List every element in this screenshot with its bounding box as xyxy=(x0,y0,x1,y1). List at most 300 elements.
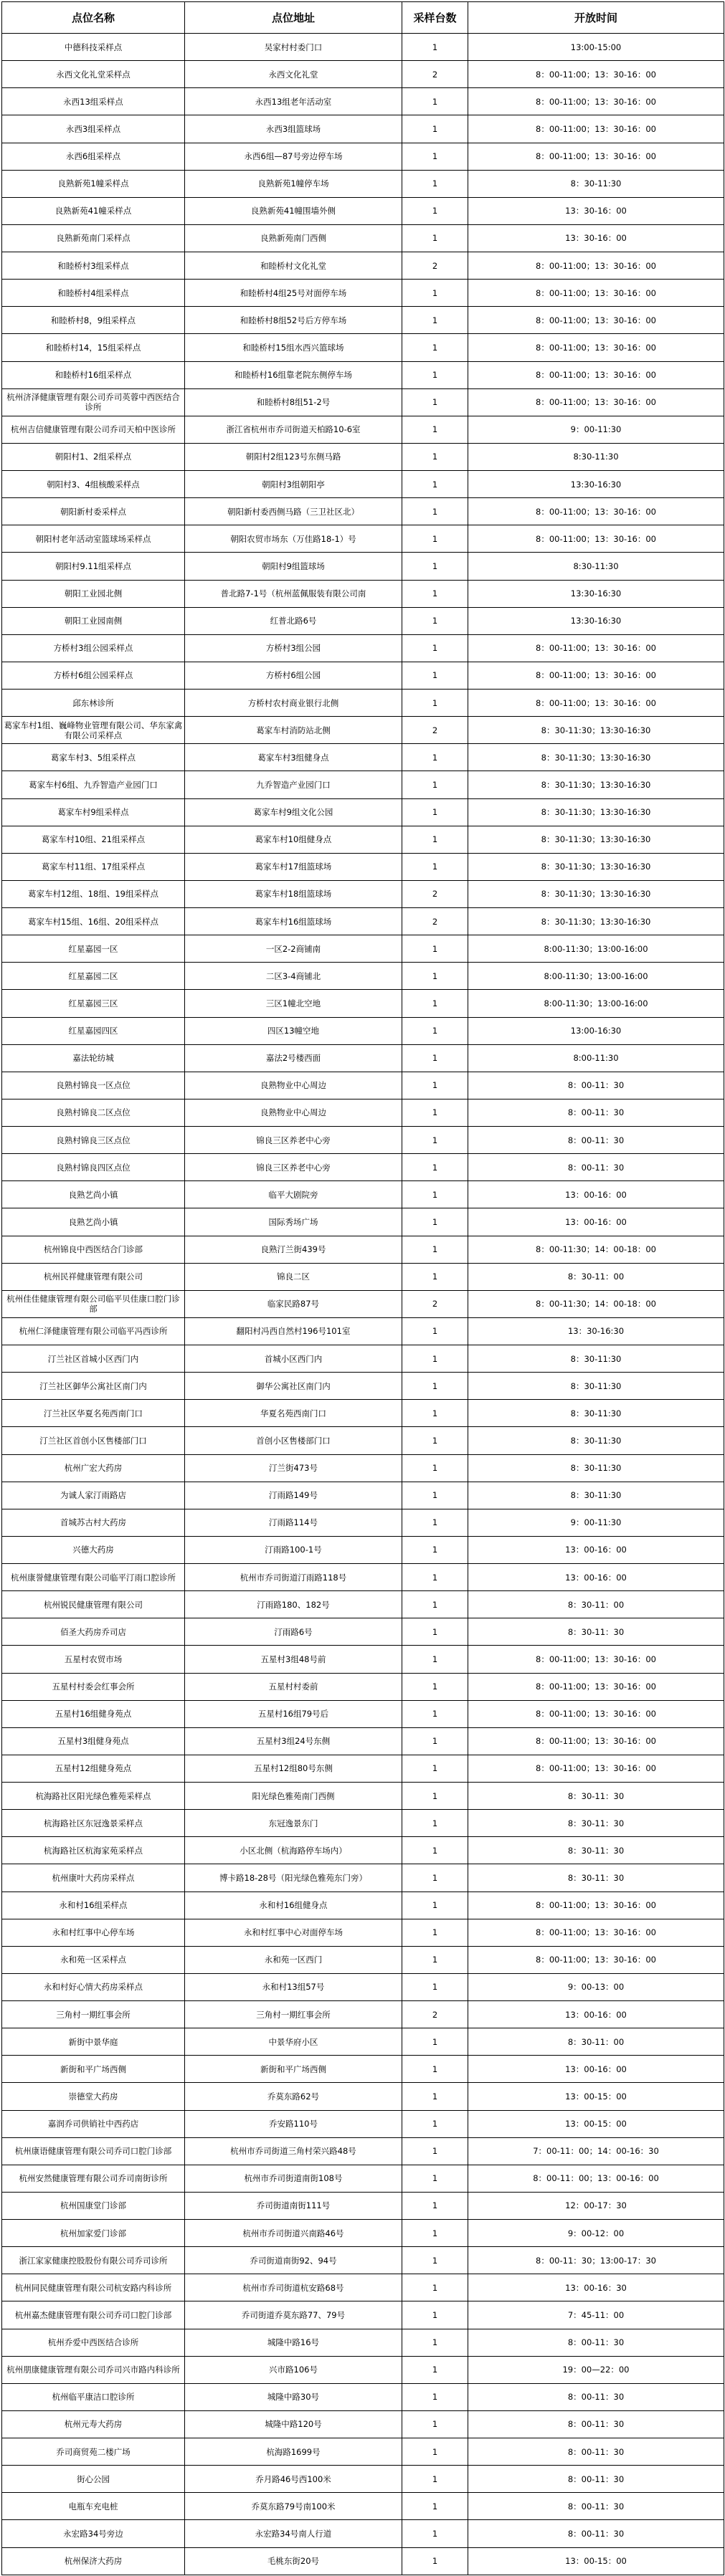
header-sampler-count: 采样台数 xyxy=(402,2,468,34)
cell-site-name: 和睦桥村3组采样点 xyxy=(2,252,185,280)
cell-site-address: 葛家车村9组文化公园 xyxy=(185,798,402,826)
table-row xyxy=(2,744,724,771)
cell-site-name: 浙江家家健康控股股份有限公司乔司诊所 xyxy=(2,2247,185,2274)
cell-sampler-count: 1 xyxy=(402,2165,468,2192)
cell-site-name: 红星嘉园三区 xyxy=(2,990,185,1017)
table-row xyxy=(2,1783,724,1810)
table-row xyxy=(2,1646,724,1673)
table-row xyxy=(2,1618,724,1646)
cell-sampler-count: 1 xyxy=(402,1591,468,1618)
table-row xyxy=(2,361,724,388)
cell-open-hours: 9：00-11:30 xyxy=(468,1509,724,1536)
cell-open-hours: 13：00-16：00 xyxy=(468,1536,724,1563)
table-row xyxy=(2,2301,724,2329)
cell-site-address: 九乔智造产业园门口 xyxy=(185,771,402,798)
cell-open-hours: 8：00-11:00；13：30-16：00 xyxy=(468,115,724,143)
cell-site-name: 电瓶车充电桩 xyxy=(2,2493,185,2520)
cell-open-hours: 13：00-16：00 xyxy=(468,1181,724,1208)
cell-site-address: 吴家村村委门口 xyxy=(185,34,402,61)
cell-site-name: 和睦桥村14，15组采样点 xyxy=(2,334,185,361)
sampling-sites-table xyxy=(1,1,724,2575)
cell-site-address: 五星村16组79号后 xyxy=(185,1700,402,1727)
cell-site-address: 汀雨路6号 xyxy=(185,1618,402,1646)
cell-sampler-count: 1 xyxy=(402,2410,468,2438)
cell-open-hours: 8：30-11:30 xyxy=(468,1427,724,1454)
cell-sampler-count: 1 xyxy=(402,115,468,143)
cell-open-hours: 8：00-11:00；13：30-16：00 xyxy=(468,1646,724,1673)
cell-open-hours: 8：00-11:00；13：30-16：00 xyxy=(468,88,724,115)
cell-site-name: 葛家车村15组、16组、20组采样点 xyxy=(2,908,185,935)
cell-site-address: 方桥村农村商业银行北侧 xyxy=(185,690,402,717)
cell-sampler-count: 2 xyxy=(402,880,468,907)
cell-sampler-count: 1 xyxy=(402,1127,468,1154)
cell-site-name: 中德科技采样点 xyxy=(2,34,185,61)
table-row xyxy=(2,2274,724,2301)
cell-site-name: 嘉法轮纺城 xyxy=(2,1044,185,1072)
cell-site-address: 永西13组老年活动室 xyxy=(185,88,402,115)
table-row xyxy=(2,88,724,115)
cell-site-name: 红星嘉园二区 xyxy=(2,963,185,990)
table-row xyxy=(2,143,724,170)
table-row xyxy=(2,1919,724,1946)
cell-open-hours: 8：30-11:30 xyxy=(468,1400,724,1427)
cell-open-hours: 8：00-11：30 xyxy=(468,2383,724,2410)
cell-sampler-count: 1 xyxy=(402,1564,468,1591)
cell-sampler-count: 1 xyxy=(402,1946,468,1973)
table-row xyxy=(2,580,724,607)
cell-sampler-count: 1 xyxy=(402,1509,468,1536)
cell-sampler-count: 1 xyxy=(402,1646,468,1673)
cell-site-address: 城隆中路120号 xyxy=(185,2410,402,2438)
cell-site-name: 首城苏古村大药房 xyxy=(2,1509,185,1536)
cell-open-hours: 8：00-11：30 xyxy=(468,1072,724,1099)
cell-site-name: 葛家车村12组、18组、19组采样点 xyxy=(2,880,185,907)
cell-open-hours: 8：00-11:00；13：30-16：00 xyxy=(468,388,724,416)
cell-site-name: 杭州民祥健康管理有限公司 xyxy=(2,1263,185,1290)
cell-open-hours: 8：00-11:00；13：30-16：00 xyxy=(468,1892,724,1919)
cell-site-name: 杭州康叶大药房采样点 xyxy=(2,1864,185,1892)
cell-site-address: 和睦桥村16组靠老院东侧停车场 xyxy=(185,361,402,388)
cell-sampler-count: 1 xyxy=(402,1345,468,1373)
cell-sampler-count: 1 xyxy=(402,2083,468,2110)
cell-open-hours: 8：00-11:00；13：30-16：00 xyxy=(468,1727,724,1755)
table-row xyxy=(2,2137,724,2165)
cell-sampler-count: 1 xyxy=(402,2192,468,2219)
cell-site-name: 杭州国康堂门诊部 xyxy=(2,2192,185,2219)
cell-site-name: 三角村一期红事会所 xyxy=(2,2001,185,2028)
cell-site-address: 汀雨路149号 xyxy=(185,1482,402,1509)
cell-sampler-count: 1 xyxy=(402,1072,468,1099)
cell-sampler-count: 1 xyxy=(402,1536,468,1563)
cell-sampler-count: 1 xyxy=(402,1482,468,1509)
cell-site-name: 五星村村委会红事会所 xyxy=(2,1673,185,1700)
table-row xyxy=(2,935,724,963)
cell-open-hours: 8：00-11：00；13：00-16：00 xyxy=(468,2165,724,2192)
cell-site-address: 杭州市乔司街道杭安路68号 xyxy=(185,2274,402,2301)
cell-open-hours: 8：00-11:00；13：30-16：00 xyxy=(468,1946,724,1973)
table-row xyxy=(2,334,724,361)
table-row xyxy=(2,771,724,798)
cell-site-address: 一区2-2商铺南 xyxy=(185,935,402,963)
cell-sampler-count: 2 xyxy=(402,908,468,935)
table-row xyxy=(2,607,724,634)
cell-site-address: 方桥村6组公园 xyxy=(185,662,402,689)
table-row xyxy=(2,1536,724,1563)
cell-site-address: 华夏名苑西南门口 xyxy=(185,1400,402,1427)
cell-open-hours: 8：00-11：30；13:00-17：30 xyxy=(468,2247,724,2274)
table-row xyxy=(2,1837,724,1864)
cell-sampler-count: 1 xyxy=(402,963,468,990)
cell-site-address: 乔月路46号西100米 xyxy=(185,2466,402,2493)
cell-open-hours: 8：00-11:00；13：30-16：00 xyxy=(468,1919,724,1946)
cell-site-address: 城隆中路30号 xyxy=(185,2383,402,2410)
cell-sampler-count: 1 xyxy=(402,1892,468,1919)
cell-open-hours: 13：30-16：00 xyxy=(468,224,724,252)
table-row xyxy=(2,990,724,1017)
cell-open-hours: 8：30-11:30 xyxy=(468,1482,724,1509)
cell-site-name: 杭州广宏大药房 xyxy=(2,1454,185,1482)
table-row xyxy=(2,2220,724,2247)
cell-site-name: 杭州同民健康管理有限公司杭安路内科诊所 xyxy=(2,2274,185,2301)
cell-site-address: 汀兰街473号 xyxy=(185,1454,402,1482)
cell-sampler-count: 1 xyxy=(402,498,468,525)
cell-open-hours: 8：30-11:30 xyxy=(468,1373,724,1400)
cell-site-name: 崇德堂大药房 xyxy=(2,2083,185,2110)
cell-sampler-count: 1 xyxy=(402,2438,468,2466)
table-row xyxy=(2,1154,724,1181)
table-row xyxy=(2,1099,724,1126)
table-row xyxy=(2,1373,724,1400)
cell-sampler-count: 1 xyxy=(402,1673,468,1700)
cell-site-name: 五星村12组健身苑点 xyxy=(2,1755,185,1782)
cell-site-name: 汀兰社区华夏名苑西南门口 xyxy=(2,1400,185,1427)
cell-sampler-count: 1 xyxy=(402,2547,468,2575)
cell-site-name: 汀兰社区首创小区售楼部门口 xyxy=(2,1427,185,1454)
cell-site-address: 乔司街道南街111号 xyxy=(185,2192,402,2219)
table-row xyxy=(2,826,724,853)
cell-open-hours: 8：30-11：30 xyxy=(468,1837,724,1864)
cell-sampler-count: 1 xyxy=(402,2056,468,2083)
cell-site-name: 杭州加家爱门诊部 xyxy=(2,2220,185,2247)
cell-site-address: 杭州市乔司街道兴南路46号 xyxy=(185,2220,402,2247)
cell-sampler-count: 2 xyxy=(402,1290,468,1317)
cell-site-address: 良熟新苑南门西侧 xyxy=(185,224,402,252)
cell-site-address: 永和村13组57号 xyxy=(185,1973,402,2000)
cell-sampler-count: 1 xyxy=(402,197,468,224)
table-row xyxy=(2,252,724,280)
cell-sampler-count: 1 xyxy=(402,1837,468,1864)
header-site-address: 点位地址 xyxy=(185,2,402,34)
cell-sampler-count: 1 xyxy=(402,2466,468,2493)
cell-site-name: 杭州朋康健康管理有限公司乔司兴市路内科诊所 xyxy=(2,2356,185,2383)
table-row xyxy=(2,1700,724,1727)
cell-site-name: 葛家车村6组、九乔智造产业园门口 xyxy=(2,771,185,798)
table-row xyxy=(2,1564,724,1591)
cell-sampler-count: 1 xyxy=(402,443,468,470)
cell-site-name: 街心公园 xyxy=(2,2466,185,2493)
cell-open-hours: 8:00-11:30；13:00-16:00 xyxy=(468,963,724,990)
cell-site-name: 良熟新苑南门采样点 xyxy=(2,224,185,252)
cell-site-name: 永西6组采样点 xyxy=(2,143,185,170)
cell-site-address: 乔安路110号 xyxy=(185,2110,402,2137)
table-row xyxy=(2,1755,724,1782)
table-row xyxy=(2,224,724,252)
cell-open-hours: 8：30-11：30 xyxy=(468,1783,724,1810)
cell-site-address: 五星村3组48号前 xyxy=(185,1646,402,1673)
cell-sampler-count: 1 xyxy=(402,1618,468,1646)
cell-site-address: 五星村12组80号东侧 xyxy=(185,1755,402,1782)
cell-site-address: 葛家车村10组健身点 xyxy=(185,826,402,853)
cell-site-address: 三区1幢北空地 xyxy=(185,990,402,1017)
cell-site-address: 良熟物业中心周边 xyxy=(185,1099,402,1126)
cell-site-name: 新街和平广场西侧 xyxy=(2,2056,185,2083)
cell-open-hours: 8：00-11:00；13：30-16：00 xyxy=(468,525,724,553)
cell-sampler-count: 1 xyxy=(402,2383,468,2410)
table-row xyxy=(2,197,724,224)
cell-sampler-count: 1 xyxy=(402,990,468,1017)
cell-open-hours: 8：30-11：30 xyxy=(468,1810,724,1837)
cell-open-hours: 8：00-11:00；13：30-16：00 xyxy=(468,252,724,280)
cell-open-hours: 8：30-11:30；13:30-16:30 xyxy=(468,853,724,880)
cell-site-address: 首创小区售楼部门口 xyxy=(185,1427,402,1454)
cell-site-name: 葛家车村9组采样点 xyxy=(2,798,185,826)
cell-open-hours: 8：30-11:30；13:30-16:30 xyxy=(468,771,724,798)
cell-site-name: 杭州元寿大药房 xyxy=(2,2410,185,2438)
cell-sampler-count: 1 xyxy=(402,853,468,880)
table-row xyxy=(2,1946,724,1973)
cell-site-address: 乔莫东路79号南100米 xyxy=(185,2493,402,2520)
cell-site-name: 永西文化礼堂采样点 xyxy=(2,61,185,88)
cell-site-address: 葛家车村17组篮球场 xyxy=(185,853,402,880)
cell-site-name: 永和村好心情大药房采样点 xyxy=(2,1973,185,2000)
table-row xyxy=(2,2110,724,2137)
header-row xyxy=(2,2,724,34)
cell-site-address: 锦良三区养老中心旁 xyxy=(185,1154,402,1181)
cell-sampler-count: 1 xyxy=(402,2301,468,2329)
cell-sampler-count: 1 xyxy=(402,307,468,334)
cell-sampler-count: 1 xyxy=(402,1263,468,1290)
cell-sampler-count: 1 xyxy=(402,471,468,498)
table-row xyxy=(2,2247,724,2274)
cell-open-hours: 13：00-16：00 xyxy=(468,2056,724,2083)
cell-site-name: 永和苑一区采样点 xyxy=(2,1946,185,1973)
cell-site-address: 乔司街道南街92、94号 xyxy=(185,2247,402,2274)
cell-site-name: 汀兰社区首城小区西门内 xyxy=(2,1345,185,1373)
cell-site-name: 良熟新苑41幢采样点 xyxy=(2,197,185,224)
cell-sampler-count: 1 xyxy=(402,280,468,307)
table-row xyxy=(2,2083,724,2110)
cell-open-hours: 8：00-11:00；13：30-16：00 xyxy=(468,690,724,717)
cell-site-address: 二区3-4商铺北 xyxy=(185,963,402,990)
cell-site-name: 红星嘉园一区 xyxy=(2,935,185,963)
table-row xyxy=(2,2493,724,2520)
cell-sampler-count: 1 xyxy=(402,798,468,826)
table-row xyxy=(2,2329,724,2356)
cell-site-address: 杭州市乔司街道南街108号 xyxy=(185,2165,402,2192)
cell-open-hours: 8：00-11:00；13：30-16：00 xyxy=(468,1700,724,1727)
table-row xyxy=(2,1290,724,1317)
table-row xyxy=(2,1454,724,1482)
cell-site-address: 五星村3组24号东侧 xyxy=(185,1727,402,1755)
cell-site-address: 和睦桥村文化礼堂 xyxy=(185,252,402,280)
cell-site-address: 永和村16组健身点 xyxy=(185,1892,402,1919)
cell-site-name: 朝阳工业园南侧 xyxy=(2,607,185,634)
cell-site-address: 临家民路87号 xyxy=(185,1290,402,1317)
cell-site-name: 朝阳村老年活动室篮球场采样点 xyxy=(2,525,185,553)
cell-sampler-count: 1 xyxy=(402,2493,468,2520)
cell-open-hours: 8：00-11：30 xyxy=(468,2438,724,2466)
cell-site-name: 良熟新苑1幢采样点 xyxy=(2,170,185,197)
cell-open-hours: 13:30-16:30 xyxy=(468,607,724,634)
table-row xyxy=(2,307,724,334)
cell-open-hours: 7：00-11：00；14：00-16：30 xyxy=(468,2137,724,2165)
cell-sampler-count: 1 xyxy=(402,170,468,197)
cell-site-address: 永宏路34号南人行道 xyxy=(185,2520,402,2547)
cell-sampler-count: 1 xyxy=(402,143,468,170)
cell-sampler-count: 1 xyxy=(402,1700,468,1727)
cell-site-name: 和睦桥村8，9组采样点 xyxy=(2,307,185,334)
cell-site-address: 朝阳新村委西侧马路（三卫社区北） xyxy=(185,498,402,525)
cell-sampler-count: 1 xyxy=(402,2520,468,2547)
cell-site-name: 新街中景华庭 xyxy=(2,2028,185,2056)
cell-site-address: 城隆中路16号 xyxy=(185,2329,402,2356)
cell-site-name: 杭州吉信健康管理有限公司乔司天柏中医诊所 xyxy=(2,416,185,443)
cell-site-address: 嘉法2号楼西面 xyxy=(185,1044,402,1072)
cell-sampler-count: 1 xyxy=(402,1973,468,2000)
table-row xyxy=(2,662,724,689)
cell-sampler-count: 1 xyxy=(402,334,468,361)
cell-sampler-count: 1 xyxy=(402,2329,468,2356)
cell-sampler-count: 1 xyxy=(402,634,468,662)
table-row xyxy=(2,2192,724,2219)
cell-open-hours: 13:30-16:30 xyxy=(468,471,724,498)
cell-site-name: 杭海路社区东冠逸景采样点 xyxy=(2,1810,185,1837)
cell-open-hours: 8：00-11：30 xyxy=(468,1127,724,1154)
cell-sampler-count: 1 xyxy=(402,1017,468,1044)
table-row xyxy=(2,1864,724,1892)
cell-site-name: 杭州佳佳健康管理有限公司临平贝佳康口腔门诊部 xyxy=(2,1290,185,1317)
table-row xyxy=(2,1400,724,1427)
cell-site-address: 乔司街道乔莫东路77、79号 xyxy=(185,2301,402,2329)
table-row xyxy=(2,2438,724,2466)
cell-sampler-count: 2 xyxy=(402,61,468,88)
cell-sampler-count: 1 xyxy=(402,1373,468,1400)
cell-site-address: 新街和平广场西侧 xyxy=(185,2056,402,2083)
cell-site-name: 永西3组采样点 xyxy=(2,115,185,143)
table-row xyxy=(2,34,724,61)
table-row xyxy=(2,1181,724,1208)
cell-sampler-count: 1 xyxy=(402,1810,468,1837)
cell-site-address: 四区13幢空地 xyxy=(185,1017,402,1044)
table-row xyxy=(2,1017,724,1044)
cell-site-name: 永西13组采样点 xyxy=(2,88,185,115)
cell-open-hours: 13：30-16：00 xyxy=(468,197,724,224)
cell-site-name: 良熟村锦良一区点位 xyxy=(2,1072,185,1099)
cell-open-hours: 9：00-11:30 xyxy=(468,416,724,443)
table-row xyxy=(2,908,724,935)
cell-open-hours: 8：00-11:00；13：30-16：00 xyxy=(468,662,724,689)
cell-site-address: 良熟新苑1幢停车场 xyxy=(185,170,402,197)
cell-open-hours: 8：30-11：00 xyxy=(468,1263,724,1290)
cell-open-hours: 8：30-11:30；13:30-16:30 xyxy=(468,826,724,853)
cell-site-name: 杭州锐民健康管理有限公司 xyxy=(2,1591,185,1618)
cell-sampler-count: 1 xyxy=(402,525,468,553)
cell-sampler-count: 1 xyxy=(402,2137,468,2165)
cell-sampler-count: 1 xyxy=(402,771,468,798)
table-row xyxy=(2,1482,724,1509)
cell-site-name: 方桥村6组公园采样点 xyxy=(2,662,185,689)
cell-sampler-count: 1 xyxy=(402,826,468,853)
cell-site-name: 葛家车村1组、巍峰物业管理有限公司、华东家禽有限公司采样点 xyxy=(2,717,185,744)
cell-site-name: 兴德大药房 xyxy=(2,1536,185,1563)
cell-sampler-count: 1 xyxy=(402,744,468,771)
cell-sampler-count: 1 xyxy=(402,34,468,61)
cell-open-hours: 8：00-11：30 xyxy=(468,1154,724,1181)
cell-site-address: 良熟物业中心周边 xyxy=(185,1072,402,1099)
cell-open-hours: 8：00-11:00；13：30-16：00 xyxy=(468,280,724,307)
cell-sampler-count: 1 xyxy=(402,388,468,416)
cell-site-address: 朝阳村2组123号东侧马路 xyxy=(185,443,402,470)
cell-site-name: 朝阳村1、2组采样点 xyxy=(2,443,185,470)
cell-site-address: 葛家车村3组健身点 xyxy=(185,744,402,771)
cell-site-name: 杭海路社区杭海家苑采样点 xyxy=(2,1837,185,1864)
cell-sampler-count: 1 xyxy=(402,2220,468,2247)
cell-site-address: 葛家车村16组篮球场 xyxy=(185,908,402,935)
cell-site-name: 良熟村锦良三区点位 xyxy=(2,1127,185,1154)
cell-sampler-count: 1 xyxy=(402,1208,468,1236)
cell-site-address: 葛家车村18组篮球场 xyxy=(185,880,402,907)
table-row xyxy=(2,1673,724,1700)
cell-sampler-count: 2 xyxy=(402,252,468,280)
cell-sampler-count: 1 xyxy=(402,1099,468,1126)
cell-site-address: 汀雨路114号 xyxy=(185,1509,402,1536)
cell-site-address: 御华公寓社区南门内 xyxy=(185,1373,402,1400)
cell-open-hours: 13：00-16：00 xyxy=(468,2001,724,2028)
cell-site-address: 翻阳村冯西自然村196号101室 xyxy=(185,1317,402,1345)
cell-sampler-count: 1 xyxy=(402,1919,468,1946)
table-row xyxy=(2,1973,724,2000)
cell-open-hours: 8：00-11：30 xyxy=(468,1099,724,1126)
cell-open-hours: 8：00-11：30 xyxy=(468,2493,724,2520)
table-row xyxy=(2,115,724,143)
cell-open-hours: 8：30-11:30；13:30-16:30 xyxy=(468,908,724,935)
cell-site-name: 汀兰社区御华公寓社区南门内 xyxy=(2,1373,185,1400)
table-row xyxy=(2,2520,724,2547)
cell-site-address: 锦良二区 xyxy=(185,1263,402,1290)
cell-open-hours: 7：45-11：00 xyxy=(468,2301,724,2329)
cell-open-hours: 8：00-11:00；13：30-16：00 xyxy=(468,61,724,88)
table-row xyxy=(2,1208,724,1236)
table-row xyxy=(2,1044,724,1072)
table-row xyxy=(2,471,724,498)
table-row xyxy=(2,525,724,553)
cell-site-name: 五星村农贸市场 xyxy=(2,1646,185,1673)
table-row xyxy=(2,2466,724,2493)
cell-sampler-count: 1 xyxy=(402,1236,468,1263)
cell-open-hours: 9：00-13：00 xyxy=(468,1973,724,2000)
cell-sampler-count: 1 xyxy=(402,1427,468,1454)
cell-sampler-count: 1 xyxy=(402,88,468,115)
cell-sampler-count: 1 xyxy=(402,2110,468,2137)
table-row xyxy=(2,1892,724,1919)
cell-site-address: 红普北路6号 xyxy=(185,607,402,634)
table-row xyxy=(2,443,724,470)
table-row xyxy=(2,717,724,744)
cell-site-name: 良熟村锦良二区点位 xyxy=(2,1099,185,1126)
cell-site-address: 朝阳村9组篮球场 xyxy=(185,553,402,580)
cell-site-name: 杭州康语健康管理有限公司乔司口腔门诊部 xyxy=(2,2137,185,2165)
cell-open-hours: 8:30-11:30 xyxy=(468,443,724,470)
